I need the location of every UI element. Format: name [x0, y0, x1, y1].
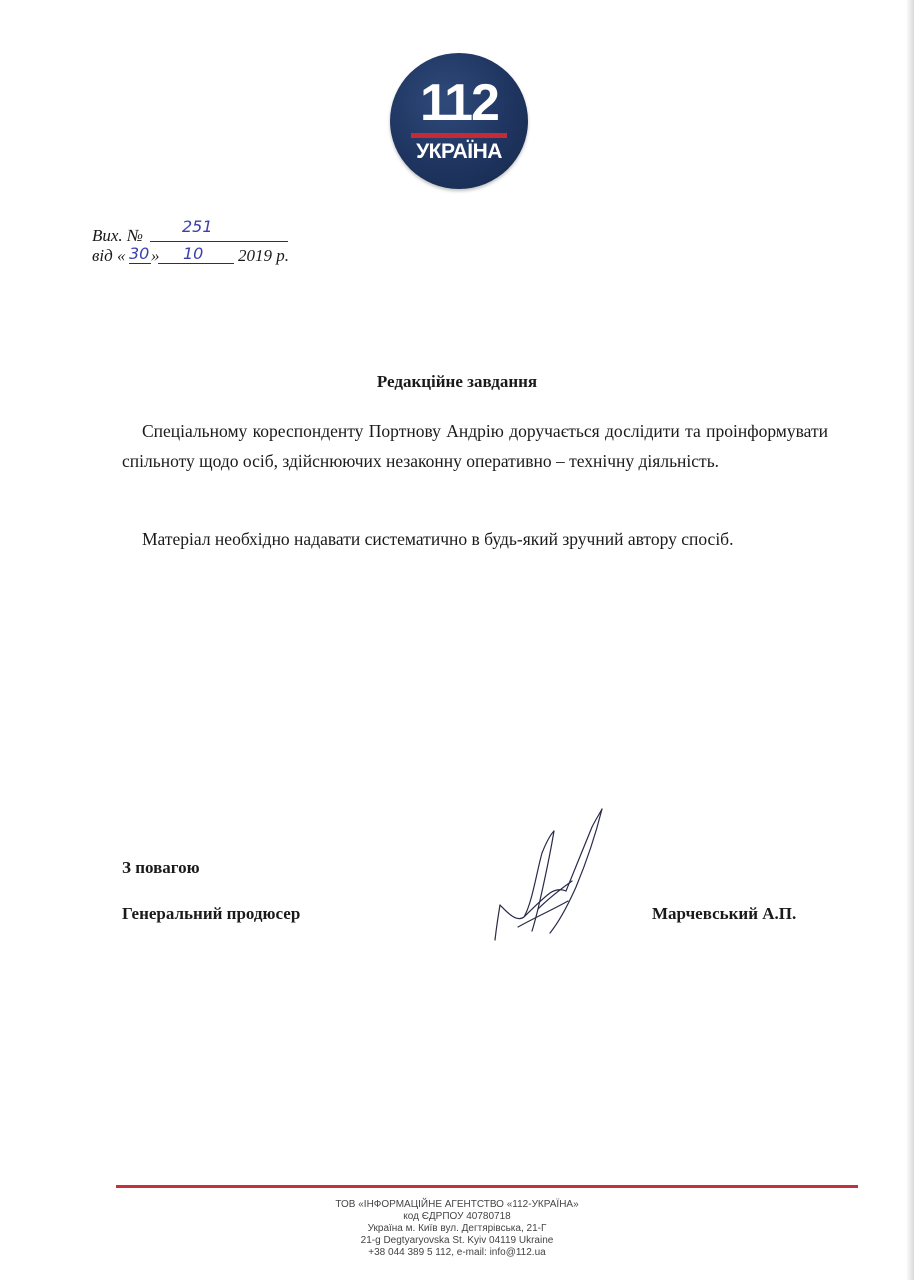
document-title: Редакційне завдання	[376, 372, 538, 391]
body-paragraph-1: Спеціальному кореспонденту Портнову Андрію доручається дослідити та проінформувати спільноту щодо осіб, здійснюючих незаконну оперативно – технічну діяльність.	[122, 421, 828, 471]
footer-contacts: +38 044 389 5 112, e-mail: info@112.ua	[368, 1247, 546, 1258]
outgoing-number-handwritten: 251	[182, 217, 213, 236]
outgoing-number-line	[150, 241, 288, 242]
date-month-line	[158, 263, 234, 264]
body-paragraph-2: Матеріал необхідно надавати систематично в будь-який зручний автору спосіб.	[142, 529, 734, 549]
date-quote-close: »	[151, 246, 160, 265]
logo-red-bar	[411, 133, 507, 138]
logo-word: УКРАЇНА	[416, 140, 502, 163]
date-day-line	[129, 263, 151, 264]
closing-regards: З повагою	[122, 858, 200, 877]
date-day-handwritten: 30	[129, 244, 150, 263]
logo-112-ukraina	[390, 53, 528, 189]
handwritten-signature	[488, 805, 628, 950]
date-label: від «	[92, 246, 126, 265]
signatory-name: Марчевський А.П.	[652, 904, 797, 923]
outgoing-number-label: Вих. №	[92, 226, 143, 245]
footer-edrpou: код ЄДРПОУ 40780718	[403, 1211, 511, 1222]
signatory-position: Генеральний продюсер	[122, 904, 301, 923]
footer-company: ТОВ «ІНФОРМАЦІЙНЕ АГЕНТСТВО «112-УКРАЇНА»	[335, 1199, 579, 1210]
logo-number: 112	[420, 74, 498, 132]
date-month-handwritten: 10	[183, 244, 204, 263]
footer-address-ua: Україна м. Київ вул. Дегтярівська, 21-Г	[367, 1223, 547, 1234]
date-year: 2019 р.	[238, 246, 289, 265]
footer-address-en: 21-g Degtyaryovska St. Kyiv 04119 Ukraine	[360, 1235, 554, 1246]
page-edge-shadow	[906, 0, 914, 1280]
footer-divider	[116, 1185, 858, 1188]
